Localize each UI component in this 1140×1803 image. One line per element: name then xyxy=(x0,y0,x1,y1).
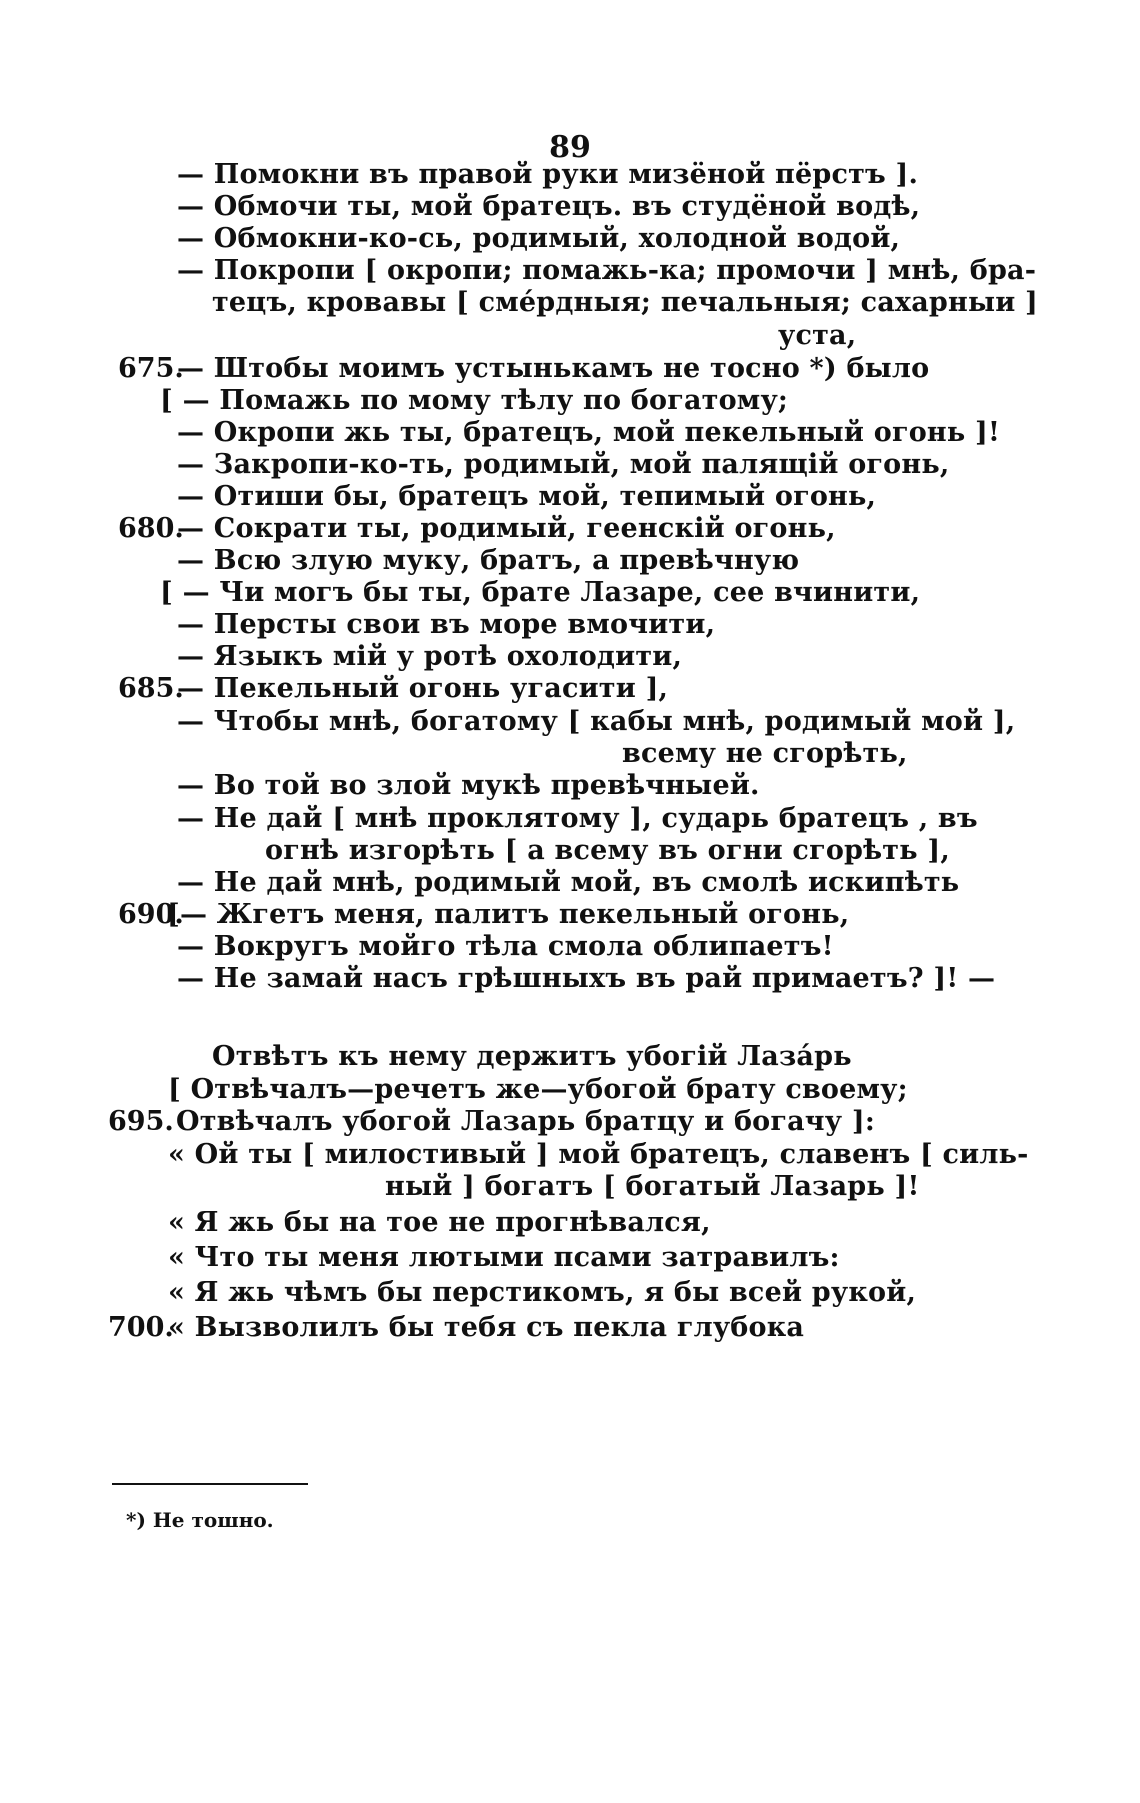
verse-number: 700. xyxy=(108,1312,174,1343)
verse-line: уста, xyxy=(778,320,857,351)
verse-number: 680. xyxy=(118,513,184,544)
verse-number: 675. xyxy=(118,353,184,384)
verse-line: « Я жь чѣмъ бы перстикомъ, я бы всей рукой, xyxy=(168,1277,917,1308)
verse-line: « Что ты меня лютыми псами затравилъ: xyxy=(168,1242,840,1273)
verse-line: ный ] богатъ [ богатый Лазарь ]! xyxy=(385,1171,920,1202)
verse-line: — Штобы моимъ устынькамъ не тосно *) было xyxy=(177,353,930,384)
verse-line: [— Жгетъ меня, палитъ пекельный огонь, xyxy=(167,899,850,930)
verse-line: « Ой ты [ милостивый ] мой братецъ, славенъ [ силь- xyxy=(168,1139,1029,1170)
verse-line: — Всю злую муку, братъ, а превѣчную xyxy=(177,545,800,576)
verse-line: — Обмочи ты, мой братецъ. въ студёной водѣ, xyxy=(177,191,921,222)
verse-line: — Чтобы мнѣ, богатому [ кабы мнѣ, родимый мой ], xyxy=(177,706,1016,737)
verse-line: тецъ, кровавы [ смéрдныя; печальныя; сахарныи ] xyxy=(212,287,1039,318)
verse-line: — Персты свои въ море вмочити, xyxy=(177,609,716,640)
verse-line: всему не сгорѣть, xyxy=(622,738,908,769)
verse-line: — Сократи ты, родимый, геенскій огонь, xyxy=(177,513,836,544)
verse-line: [ Отвѣчалъ—речетъ же—убогой брату своему; xyxy=(168,1074,908,1105)
verse-line: — Окропи жь ты, братецъ, мой пекельный огонь ]! xyxy=(177,417,1001,448)
verse-line: — Обмокни-ко-сь, родимый, холодной водой, xyxy=(177,223,901,254)
verse-line: — Пекельный огонь угасити ], xyxy=(177,673,669,704)
page-number: 89 xyxy=(549,130,591,165)
verse-line: огнѣ изгорѣть [ а всему въ огни сгорѣть ], xyxy=(265,835,950,866)
verse-line: [ — Чи могъ бы ты, брате Лазаре, сее вчинити, xyxy=(160,577,921,608)
verse-line: Отвѣчалъ убогой Лазарь братцу и богачу ]: xyxy=(176,1106,875,1137)
verse-line: « Я жь бы на тое не прогнѣвался, xyxy=(168,1207,711,1238)
verse-line: — Покропи [ окропи; помажь-ка; промочи ] мнѣ, бра- xyxy=(177,255,1037,286)
verse-number: 690. xyxy=(118,899,184,930)
verse-line: — Не замай насъ грѣшныхъ въ рай примаетъ? ]! — xyxy=(177,963,996,994)
verse-line: — Отиши бы, братецъ мой, тепимый огонь, xyxy=(177,481,877,512)
verse-line: — Закропи-ко-ть, родимый, мой палящій огонь, xyxy=(177,449,950,480)
verse-number: 695. xyxy=(108,1106,174,1137)
verse-line: « Вызволилъ бы тебя съ пекла глубока xyxy=(168,1312,805,1343)
footnote: *) Не тошно. xyxy=(126,1508,274,1532)
verse-line: — Языкъ мій у ротѣ охолодити, xyxy=(177,641,683,672)
verse-line: — Помокни въ правой руки мизёной пёрстъ ]. xyxy=(177,159,919,190)
verse-line: — Во той во злой мукѣ превѣчныей. xyxy=(177,770,760,801)
verse-line: — Не дай [ мнѣ проклятому ], сударь братецъ , въ xyxy=(177,803,978,834)
verse-line: — Не дай мнѣ, родимый мой, въ смолѣ искипѣть xyxy=(177,867,960,898)
verse-line: [ — Помажь по мому тѣлу по богатому; xyxy=(160,385,789,416)
verse-number: 685. xyxy=(118,673,184,704)
footnote-divider xyxy=(112,1483,308,1485)
verse-line: Отвѣтъ къ нему держитъ убогій Лазáрь xyxy=(212,1041,852,1072)
verse-line: — Вокругъ мойго тѣла смола облипаетъ! xyxy=(177,931,834,962)
